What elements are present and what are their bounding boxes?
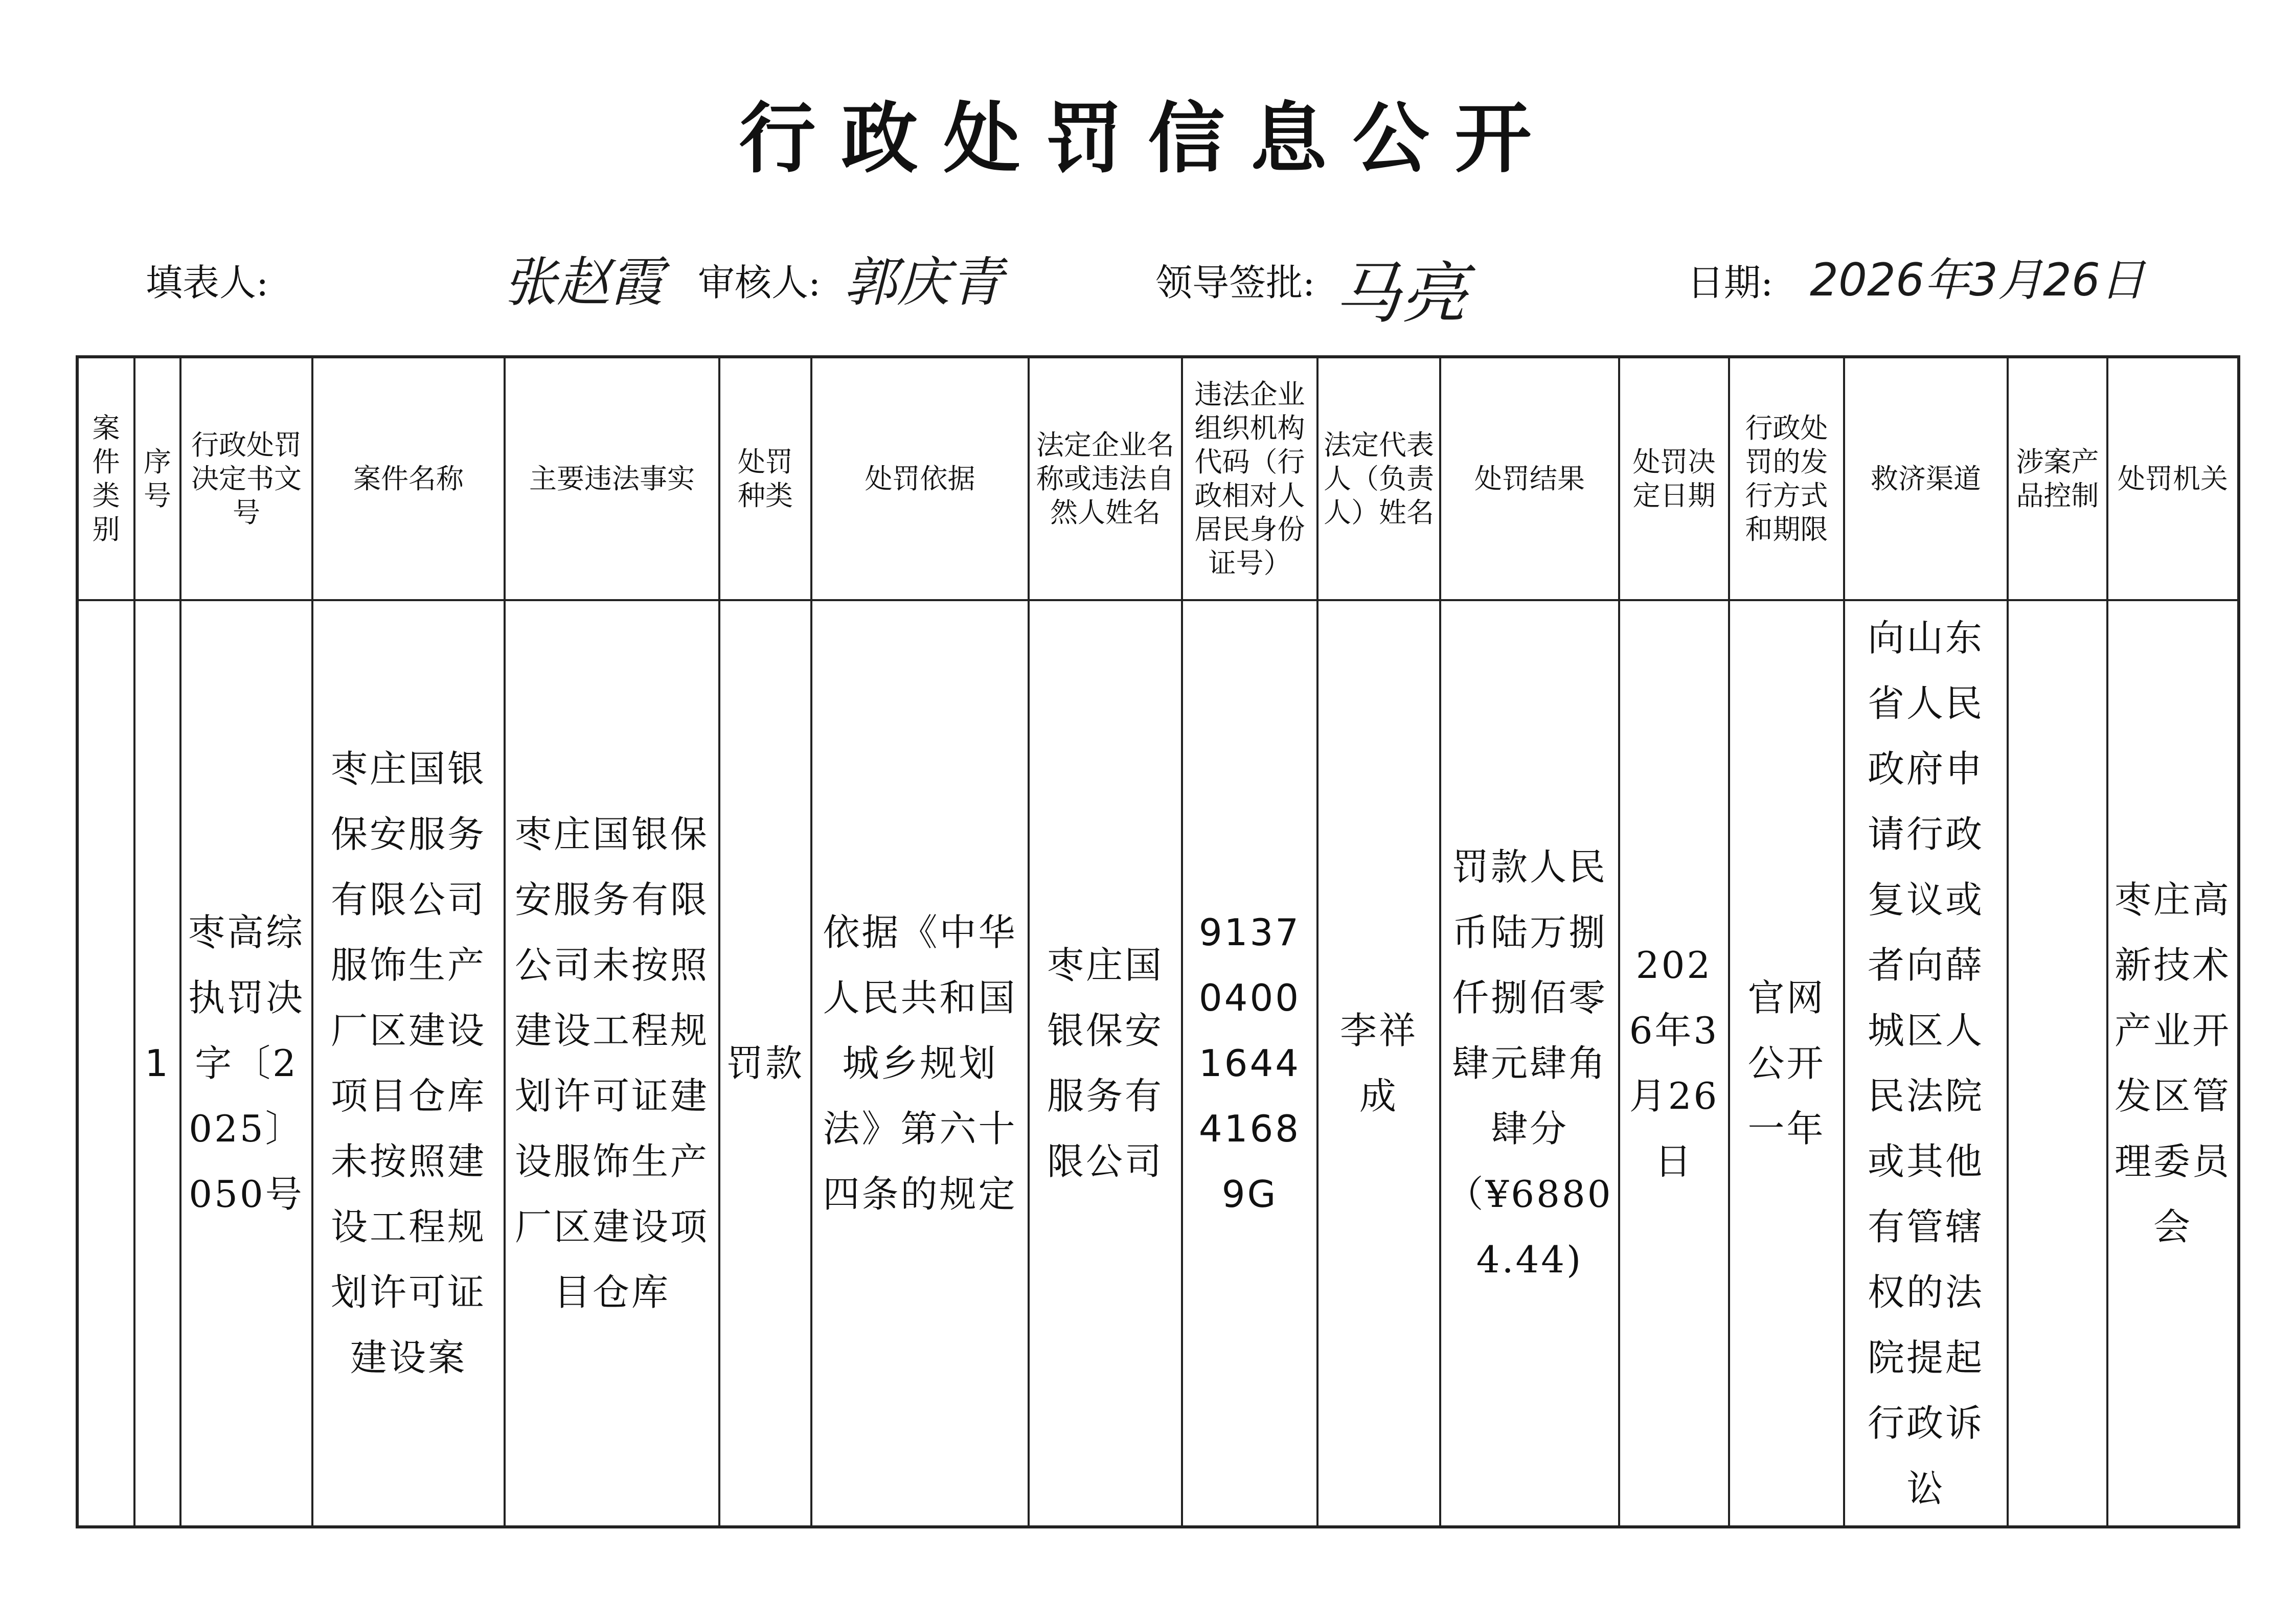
cell-authority: 枣庄高新技术产业开发区管理委员会 — [2107, 600, 2239, 1527]
cell-legal-rep: 李祥成 — [1317, 600, 1440, 1527]
col-header-doc-number: 行政处罚决定书文号 — [180, 357, 312, 600]
cell-doc-number: 枣高综执罚决字〔2025〕050号 — [180, 600, 312, 1527]
filler-signature: 张赵霞 — [504, 251, 664, 313]
table-header-row — [77, 357, 2239, 600]
cell-violation-facts: 枣庄国银保安服务有限公司未按照建设工程规划许可证建设服饰生产厂区建设项目仓库 — [505, 600, 719, 1527]
col-header-violation-facts: 主要违法事实 — [505, 357, 719, 600]
col-header-legal-basis: 处罚依据 — [811, 357, 1029, 600]
filler-label: 填表人: — [146, 261, 269, 304]
col-header-penalty-type: 处罚种类 — [719, 357, 811, 600]
col-header-decision-date: 处罚决定日期 — [1619, 357, 1729, 600]
col-header-authority: 处罚机关 — [2107, 357, 2239, 600]
page-title: 行政处罚信息公开 — [739, 94, 1557, 184]
cell-result: 罚款人民币陆万捌仟捌佰零肆元肆角肆分（¥68804.44) — [1440, 600, 1619, 1527]
col-header-entity-name: 法定企业名称或违法自然人姓名 — [1029, 357, 1182, 600]
table-row — [77, 600, 2239, 1527]
col-header-index: 序号 — [134, 357, 180, 600]
cell-case-name: 枣庄国银保安服务有限公司服饰生产厂区建设项目仓库未按照建设工程规划许可证建设案 — [312, 600, 505, 1527]
cell-category — [77, 600, 134, 1527]
col-header-remedy: 救济渠道 — [1844, 357, 2008, 600]
penalty-info-table — [76, 355, 2240, 1528]
date-label: 日期: — [1687, 261, 1774, 304]
reviewer-label: 审核人: — [698, 261, 821, 304]
col-header-legal-rep: 法定代表人（负责人）姓名 — [1317, 357, 1440, 600]
col-header-case-name: 案件名称 — [312, 357, 505, 600]
cell-entity-name: 枣庄国银保安服务有限公司 — [1029, 600, 1182, 1527]
col-header-result: 处罚结果 — [1440, 357, 1619, 600]
cell-legal-basis: 依据《中华人民共和国城乡规划法》第六十四条的规定 — [811, 600, 1029, 1527]
col-header-publication: 行政处罚的发行方式和期限 — [1729, 357, 1844, 600]
cell-org-code: 9137040016444168 9G — [1182, 600, 1317, 1527]
leader-signature: 马亮 — [1334, 255, 1468, 332]
cell-remedy: 向山东省人民政府申请行政复议或者向薛城区人民法院或其他有管辖权的法院提起行政诉讼 — [1844, 600, 2008, 1527]
leader-label: 领导签批: — [1155, 261, 1315, 304]
date-value: 2026年3月26日 — [1810, 254, 2145, 306]
cell-product-control — [2008, 600, 2107, 1527]
cell-decision-date: 2026年3月26日 — [1619, 600, 1729, 1527]
reviewer-signature: 郭庆青 — [844, 251, 1004, 313]
cell-penalty-type: 罚款 — [719, 600, 811, 1527]
cell-index: 1 — [134, 600, 180, 1527]
col-header-product-control: 涉案产品控制 — [2008, 357, 2107, 600]
cell-publication: 官网公开一年 — [1729, 600, 1844, 1527]
col-header-org-code: 违法企业组织机构代码（行政相对人居民身份证号） — [1182, 357, 1317, 600]
col-header-category: 案件类别 — [77, 357, 134, 600]
